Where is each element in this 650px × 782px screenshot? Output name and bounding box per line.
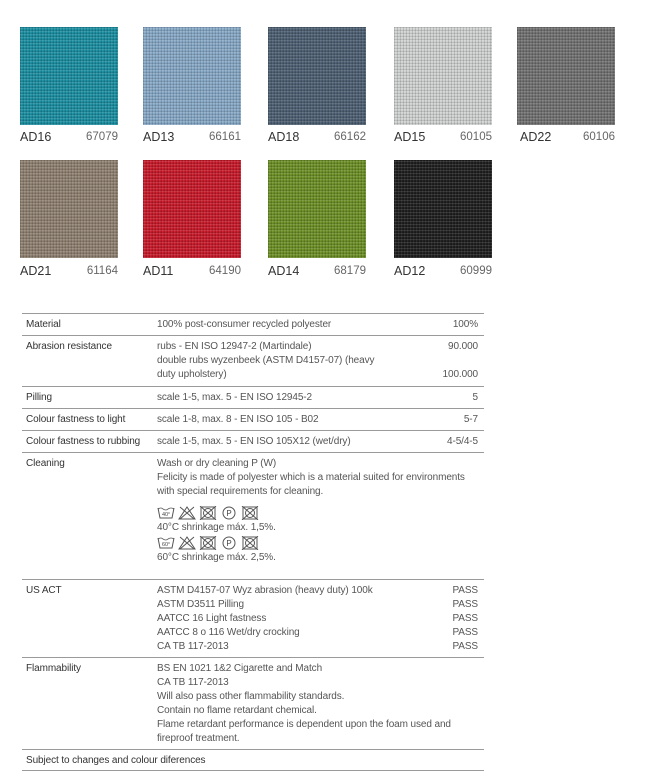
spec-result — [443, 340, 478, 382]
spec-row-pilling — [22, 386, 484, 408]
swatch-number: 61164 — [86, 265, 118, 277]
swatch-ad18[interactable] — [268, 27, 366, 125]
spec-label: Pilling — [26, 392, 52, 403]
spec-row-material — [22, 313, 484, 335]
no-iron-icon — [241, 536, 259, 550]
swatch-code: AD12 — [394, 264, 426, 278]
swatch-number: 60999 — [460, 265, 492, 277]
swatch-code: AD15 — [394, 130, 426, 144]
shrinkage-40: 40°C shrinkage máx. 1,5%. — [157, 522, 276, 533]
care-icons-60 — [157, 535, 475, 551]
spec-value — [157, 584, 447, 654]
swatch-code: AD16 — [20, 130, 52, 144]
swatch-code: AD22 — [520, 130, 552, 144]
wash-60-icon — [157, 536, 175, 550]
swatch-code: AD11 — [143, 264, 174, 278]
swatch-code: AD14 — [268, 264, 300, 278]
svg-text:P: P — [226, 539, 232, 548]
cleaning-note: Felicity is made of polyester which is a material suited for environments with special requirements for cleaning. — [157, 472, 465, 497]
usact-result: PASS — [452, 599, 478, 610]
spec-result: 5-7 — [463, 414, 478, 425]
spec-row-abrasion — [22, 335, 484, 386]
abrasion-martindale-value: 90.000 — [448, 341, 478, 352]
swatch-number: 60106 — [583, 131, 615, 143]
spec-row-usact — [22, 579, 484, 657]
no-iron-icon — [241, 506, 259, 520]
swatch-ad22[interactable] — [517, 27, 615, 125]
usact-item: AATCC 8 o 116 Wet/dry crocking — [157, 627, 300, 638]
spec-result: 5 — [472, 392, 478, 403]
usact-item: ASTM D3511 Pilling — [157, 599, 244, 610]
spec-label: Abrasion resistance — [26, 341, 112, 352]
spec-value — [157, 662, 475, 746]
spec-label: Material — [26, 319, 61, 330]
swatch-code: AD18 — [268, 130, 300, 144]
svg-text:40°: 40° — [161, 512, 171, 518]
usact-item: CA TB 117-2013 — [157, 641, 229, 652]
svg-text:P: P — [226, 509, 232, 518]
specifications-table — [22, 313, 484, 771]
no-tumble-dry-icon — [199, 536, 217, 550]
abrasion-wyzenbeek: double rubs wyzenbeek (ASTM D4157-07) (heavy duty upholstery) — [157, 355, 375, 380]
spec-label: Colour fastness to rubbing — [26, 436, 141, 447]
spec-value — [157, 457, 475, 565]
usact-result: PASS — [452, 627, 478, 638]
swatch-ad16[interactable] — [20, 27, 118, 125]
flammability-line: CA TB 117-2013 — [157, 677, 229, 688]
spec-row-cleaning — [22, 452, 484, 579]
flammability-line: BS EN 1021 1&2 Cigarette and Match — [157, 663, 323, 674]
usact-item: AATCC 16 Light fastness — [157, 613, 267, 624]
spec-row-rubbing — [22, 430, 484, 452]
swatch-ad12[interactable] — [394, 160, 492, 258]
spec-row-flammability — [22, 657, 484, 749]
no-bleach-icon — [178, 506, 196, 520]
swatch-number: 67079 — [86, 131, 118, 143]
spec-row-footer — [22, 749, 484, 771]
cleaning-method: Wash or dry cleaning P (W) — [157, 458, 277, 469]
shrinkage-60: 60°C shrinkage máx. 2,5%. — [157, 552, 276, 563]
swatch-ad21[interactable] — [20, 160, 118, 258]
swatch-ad13[interactable] — [143, 27, 241, 125]
flammability-line: Contain no flame retardant chemical. — [157, 705, 317, 716]
dry-clean-p-icon — [220, 506, 238, 520]
spec-row-light — [22, 408, 484, 430]
spec-result: 100% — [452, 319, 478, 330]
spec-label: Flammability — [26, 663, 81, 674]
swatch-ad15[interactable] — [394, 27, 492, 125]
spec-value: scale 1-5, max. 5 - EN ISO 12945-2 — [157, 392, 313, 403]
footer-note: Subject to changes and colour diferences — [26, 755, 206, 766]
spec-value — [157, 340, 377, 382]
spec-value: scale 1-5, max. 5 - EN ISO 105X12 (wet/dry) — [157, 436, 351, 447]
care-icons-40 — [157, 505, 475, 521]
swatch-number: 66162 — [334, 131, 366, 143]
swatch-code: AD13 — [143, 130, 175, 144]
dry-clean-p-icon — [220, 536, 238, 550]
flammability-line: Will also pass other flammability standards. — [157, 691, 345, 702]
usact-item: ASTM D4157-07 Wyz abrasion (heavy duty) 100k — [157, 585, 373, 596]
spec-label: US ACT — [26, 585, 62, 596]
wash-40-icon — [157, 506, 175, 520]
spec-label: Cleaning — [26, 458, 65, 469]
spec-value: scale 1-8, max. 8 - EN ISO 105 - B02 — [157, 414, 319, 425]
flammability-line: Flame retardant performance is dependent upon the foam used and fireproof treatment. — [157, 719, 451, 744]
svg-text:60°: 60° — [161, 542, 171, 548]
swatch-number: 60105 — [460, 131, 492, 143]
swatch-ad11[interactable] — [143, 160, 241, 258]
spec-result: 4-5/4-5 — [447, 436, 478, 447]
usact-result: PASS — [452, 613, 478, 624]
swatch-code: AD21 — [20, 264, 52, 278]
no-bleach-icon — [178, 536, 196, 550]
spec-value: 100% post-consumer recycled polyester — [157, 319, 332, 330]
no-tumble-dry-icon — [199, 506, 217, 520]
swatch-ad14[interactable] — [268, 160, 366, 258]
spec-label: Colour fastness to light — [26, 414, 126, 425]
swatch-number: 68179 — [334, 265, 366, 277]
usact-result: PASS — [452, 585, 478, 596]
usact-result: PASS — [452, 641, 478, 652]
abrasion-martindale: rubs - EN ISO 12947-2 (Martindale) — [157, 341, 312, 352]
spec-result — [452, 584, 478, 654]
swatch-number: 66161 — [209, 131, 241, 143]
abrasion-wyzenbeek-value: 100.000 — [442, 369, 478, 380]
swatch-number: 64190 — [209, 265, 241, 277]
